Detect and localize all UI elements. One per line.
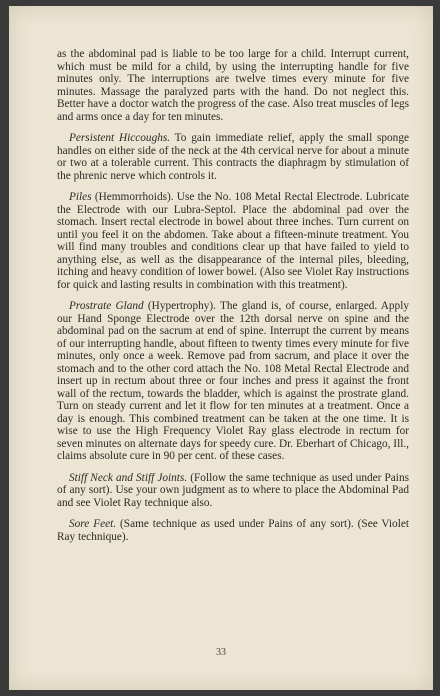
paragraph-body: (Follow the same technique as used under Pains of any sort). Use your own judgment as to where to place the Abdominal Pad and see Violet Ray technique also. — [57, 471, 409, 509]
paragraph-piles — [57, 191, 409, 291]
paragraph-body: (Hemmorrhoids). Use the No. 108 Metal Rectal Electrode. Lubricate the Electrode with our Lubra-Septol. Place the abdominal pad over the stomach. Insert rectal electrode in bowel about three inches. Turn current on until you feel it on the abdomen. Take about a fifteen-minute treatment. You will find many troubles and conditions clear up that have failed to yield to anything else, as well as the disappearance of the internal piles, bleeding, itching and heavy condition of lower bowel. (Also see Violet Ray instructions for quick and lasting results in combination with this treatment). — [57, 191, 409, 291]
section-heading: Prostrate Gland — [69, 300, 144, 312]
paragraph-body: as the abdominal pad is liable to be too large for a child. Interrupt current, which must be mild for a child, by using the interrupting handle for five minutes only. The interruptions are twelve times every minute for five minutes. Massage the paralyzed parts with the hand. Do not neglect this. Better have a doctor watch the progress of the case. Also treat muscles of legs and arms once a day for ten minutes. — [57, 48, 409, 123]
paragraph-sore-feet — [57, 518, 409, 543]
page-text — [57, 48, 409, 552]
section-heading: Stiff Neck and Stiff Joints. — [69, 471, 188, 484]
page-number: 33 — [216, 647, 226, 658]
paragraph-body: (Same technique as used under Pains of any sort). (See Violet Ray technique). — [57, 518, 409, 543]
paragraph-stiff-neck — [57, 472, 409, 510]
section-heading: Persistent Hiccoughs. — [69, 132, 171, 144]
paragraph-body: (Hypertrophy). The gland is, of course, enlarged. Apply our Hand Sponge Electrode over the 12th dorsal nerve on spine and the abdominal pad on the sacrum at end of spine. Interrupt the current by means of our interrupting handle, about fifteen to twenty times every minute for five minutes, only once a week. Remove pad from sacrum, and place it over the stomach and to the other cord attach the No. 108 Metal Rectal Electrode and insert up in rectum about three or four inches and press it against the front wall of the rectum, towards the bladder, which is against the prostrate gland. Turn on steady current and let it flow for ten minutes at a treatment. Once a day is enough. This combined treatment can be taken at the one time. It is wise to use the High Frequency Violet Ray glass electrode in rectum for seven minutes on alternate days for speedy cure. Dr. Eberhart of Chicago, Ill., claims absolute cure in 90 per cent. of these cases. — [57, 300, 409, 462]
paragraph-hiccoughs — [57, 132, 409, 182]
paragraph-body: To gain immediate relief, apply the small sponge handles on either side of the neck at the 4th cervical nerve for about a minute or two at a tolerable current. This contracts the diaphragm by stimulation of the phrenic nerve which controls it. — [57, 132, 409, 182]
section-heading: Sore Feet. — [69, 518, 117, 530]
paragraph-continuation — [57, 48, 409, 123]
book-page — [9, 6, 433, 690]
paragraph-prostrate — [57, 300, 409, 463]
section-heading: Piles — [69, 191, 92, 203]
